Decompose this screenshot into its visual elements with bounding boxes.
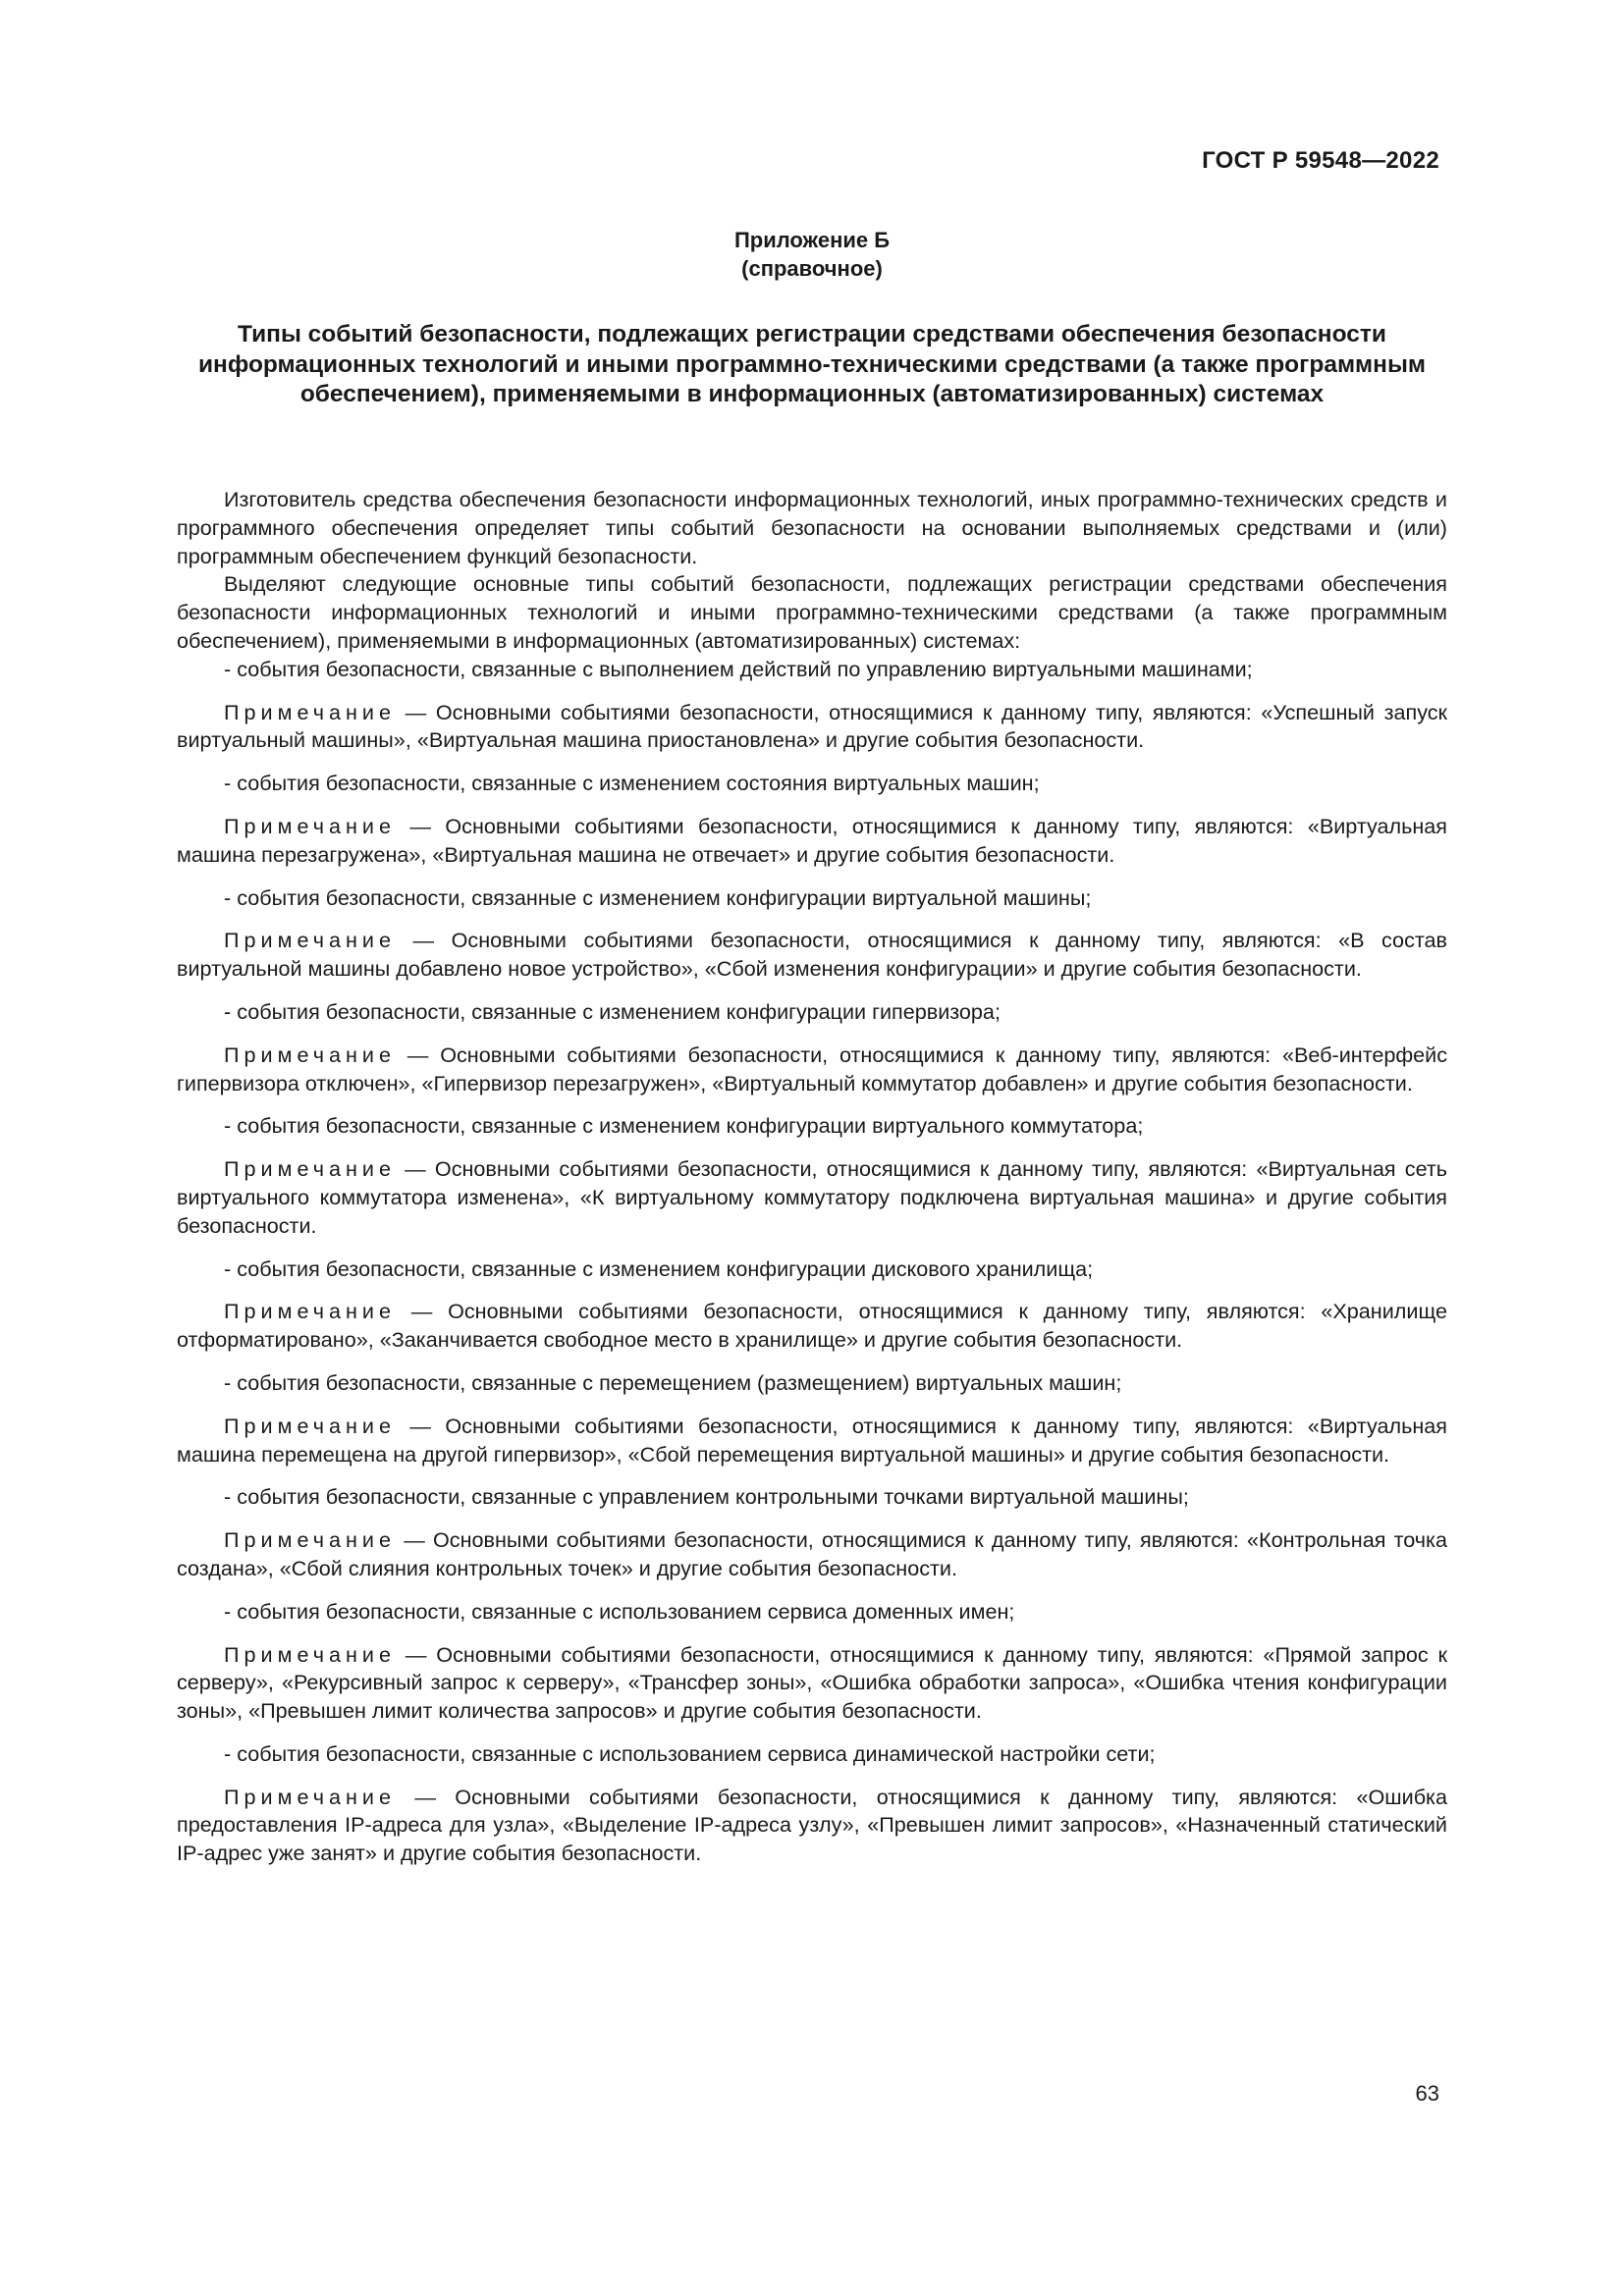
event-type-6: - события безопасности, связанные с изменением конфигурации дискового хранилища; (224, 1255, 1094, 1281)
note-8: Примечание — Основными событиями безопасности, относящимися к данному типу, являются: «Контрольная точка создана», «Сбой слияния контрольных точек» и другие события безопасности. (177, 1527, 1447, 1580)
page-number: 63 (1415, 2081, 1439, 2106)
event-type-9: - события безопасности, связанные с использованием сервиса доменных имен; (224, 1598, 1015, 1624)
note-label: Примечание (224, 1156, 396, 1182)
appendix-title: Типы событий безопасности, подлежащих регистрации средствами обеспечения безопасности информационных технологий и иными программно-техническими средствами (а также программным обеспечением), применяемыми в информационных (автоматизированных) системах (197, 321, 1427, 407)
note-label: Примечание (224, 928, 396, 953)
event-type-3: - события безопасности, связанные с изменением конфигурации виртуальной машины; (224, 884, 1092, 910)
note-6: Примечание — Основными событиями безопасности, относящимися к данному типу, являются: «Хранилище отформатировано», «Заканчивается свободное место в хранилище» и другие события безопасности. (177, 1299, 1447, 1353)
note-label: Примечание (224, 1413, 396, 1438)
note-label: Примечание (224, 813, 396, 838)
note-7: Примечание — Основными событиями безопасности, относящимися к данному типу, являются: «Виртуальная машина перемещена на другой гипервизор», «Сбой перемещения виртуальной машины» и другие события безопасности. (177, 1413, 1447, 1467)
note-5: Примечание — Основными событиями безопасности, относящимися к данному типу, являются: «Виртуальная сеть виртуального коммутатора изменена», «К виртуальному коммутатору подключена виртуальная машина» и другие события безопасности. (177, 1156, 1448, 1238)
note-label: Примечание (224, 1641, 396, 1667)
appendix-heading (0, 226, 1624, 283)
event-type-1: - события безопасности, связанные с выполнением действий по управлению виртуальными машинами; (224, 656, 1253, 681)
note-2: Примечание — Основными событиями безопасности, относящимися к данному типу, являются: «Виртуальная машина перезагружена», «Виртуальная машина не отвечает» и другие события безопасности. (177, 813, 1447, 867)
note-label: Примечание (224, 1041, 396, 1067)
standard-code: ГОСТ Р 59548—2022 (1202, 147, 1439, 174)
appendix-type: (справочное) (741, 256, 883, 281)
note-label: Примечание (224, 699, 396, 724)
appendix-label: Приложение Б (733, 228, 891, 252)
note-label: Примечание (224, 1299, 396, 1324)
document-body (177, 486, 1447, 1868)
note-label: Примечание (224, 1784, 396, 1809)
event-type-10: - события безопасности, связанные с использованием сервиса динамической настройки сети; (224, 1740, 1156, 1766)
event-type-8: - события безопасности, связанные с управлением контрольными точками виртуальной машины; (224, 1484, 1189, 1510)
event-type-7: - события безопасности, связанные с перемещением (размещением) виртуальных машин; (224, 1369, 1122, 1395)
note-3: Примечание — Основными событиями безопасности, относящимися к данному типу, являются: «В состав виртуальной машины добавлено новое устройство», «Сбой изменения конфигурации» и другие события безопасности. (177, 928, 1447, 982)
event-type-5: - события безопасности, связанные с изменением конфигурации виртуального коммутатора; (224, 1113, 1144, 1139)
event-type-2: - события безопасности, связанные с изменением состояния виртуальных машин; (224, 771, 1040, 796)
note-9: Примечание — Основными событиями безопасности, относящимися к данному типу, являются: «Прямой запрос к серверу», «Рекурсивный запрос к серверу», «Трансфер зоны», «Ошибка обработки запроса», «Ошибка чтения конфигурации зоны», «Превышен лимит количества запросов» и другие события безопасности. (177, 1641, 1447, 1724)
intro-paragraph-1: Изготовитель средства обеспечения безопасности информационных технологий, иных программно-технических средств и программного обеспечения определяет типы событий безопасности на основании выполняемых средствами и (или) программным обеспечением функций безопасности. (177, 487, 1447, 568)
event-type-4: - события безопасности, связанные с изменением конфигурации гипервизора; (224, 998, 1001, 1024)
intro-paragraph-2: Выделяют следующие основные типы событий безопасности, подлежащих регистрации средствами обеспечения безопасности информационных технологий и иными программно-техническими средствами (а также программным обеспечением), применяемыми в информационных (автоматизированных) системах: (177, 571, 1447, 653)
note-10: Примечание — Основными событиями безопасности, относящимися к данному типу, являются: «Ошибка предоставления IP-адреса для узла», «Выделение IP-адреса узлу», «Превышен лимит запросов», «Назначенный статический IP-адрес уже занят» и другие события безопасности. (177, 1784, 1447, 1866)
note-label: Примечание (224, 1527, 396, 1553)
note-4: Примечание — Основными событиями безопасности, относящимися к данному типу, являются: «Веб-интерфейс гипервизора отключен», «Гипервизор перезагружен», «Виртуальный коммутатор добавлен» и другие события безопасности. (177, 1041, 1447, 1095)
note-1: Примечание — Основными событиями безопасности, относящимися к данному типу, являются: «Успешный запуск виртуальный машины», «Виртуальная машина приостановлена» и другие события безопасности. (177, 699, 1447, 753)
